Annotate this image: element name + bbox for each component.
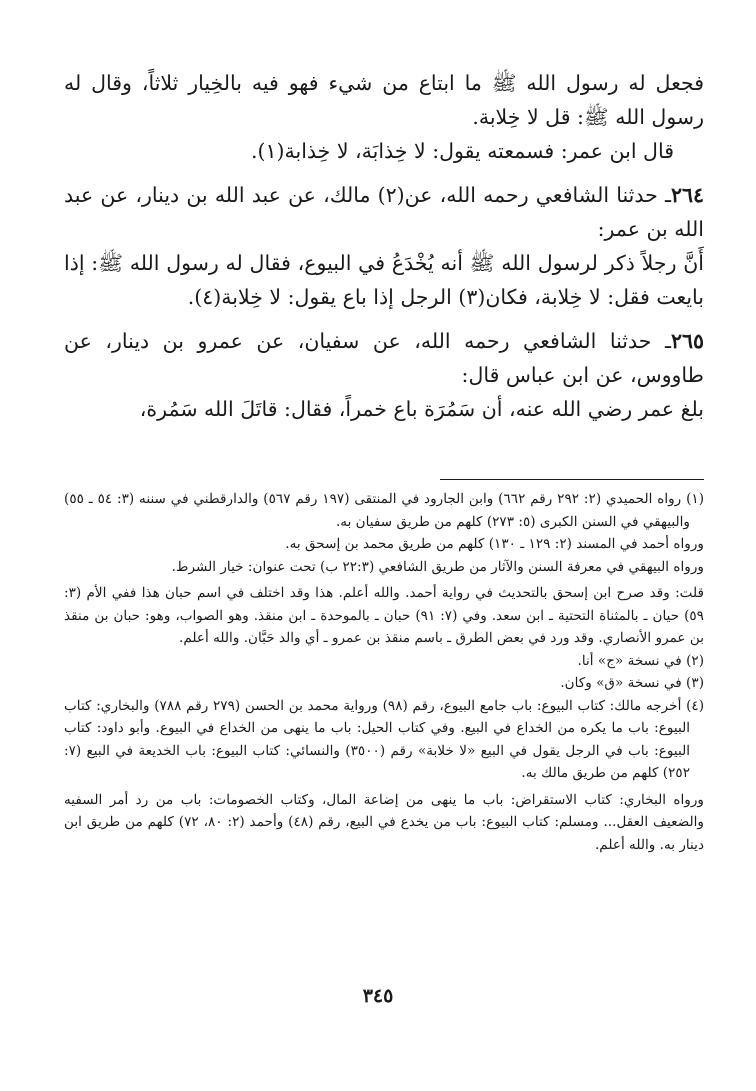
main-text bbox=[64, 66, 704, 426]
hadith-265-isnad-text: ـ حدثنا الشافعي رحمه الله، عن سفيان، عن عمرو بن دينار، عن طاووس، عن ابن عباس قال: bbox=[64, 329, 704, 387]
footnote-1: (١) رواه الحميدي (٢: ٢٩٢ رقم ٦٦٢) وابن الجارود في المنتقى (١٩٧ رقم ٥٦٧) والدارقطني في سننه (٣: ٥٤ ـ ٥٥) والبيهقي في السنن الكبرى (٥: ٢٧٣) كلهم من طريق سفيان به. bbox=[64, 491, 704, 530]
footnote-1-cont-1: ورواه أحمد في المسند (٢: ١٢٩ ـ ١٣٠) كلهم من طريق محمد بن إسحق به. bbox=[285, 536, 704, 552]
hadith-265-text: بلغ عمر رضي الله عنه، أن سَمُرَة باع خمراً، فقال: قاتَلَ الله سَمُرة، bbox=[139, 397, 704, 421]
footnote-3: (٣) في نسخة «ق» وكان. bbox=[560, 675, 704, 691]
footnote-4: (٤) أخرجه مالك: كتاب البيوع: باب جامع البيوع، رقم (٩٨) ورواية محمد بن الحسن (٢٧٩ رقم ٧٨٨) والبخاري: كتاب البيوع: باب ما يكره من الخداع في البيع. وفي كتاب الحيل: باب ما ينهى من الخداع في البيوع. وأبو داود: كتاب البيوع: باب في الرجل يقول في البيع «لا خلابة» رقم (٣٥٠٠) والنسائي: كتاب البيوع: باب الخديعة في البيع (٧: ٢٥٢) كلهم من طريق مالك به. bbox=[64, 697, 704, 781]
hadith-265-number: ٢٦٥ bbox=[670, 329, 704, 353]
hadith-265-isnad bbox=[64, 324, 704, 392]
footnote-2: (٢) في نسخة «ج» أنا. bbox=[577, 652, 704, 669]
footnote-1-cont-2: ورواه البيهقي في معرفة السنن والآثار من طريق الشافعي (٢٢:٣ ب) تحت عنوان: خيار الشرط. bbox=[171, 558, 704, 575]
main-paragraph-2: قال ابن عمر: فسمعته يقول: لا خِذابَة، لا خِذابة(١). bbox=[250, 139, 674, 163]
footnote-divider bbox=[440, 479, 704, 480]
hadith-264-isnad-text: ـ حدثنا الشافعي رحمه الله، عن(٢) مالك، عن عبد الله بن دينار، عن عبد الله بن عمر: bbox=[64, 183, 704, 241]
footnotes bbox=[64, 488, 704, 856]
page-number: ٣٤٥ bbox=[362, 985, 394, 1007]
footnote-1-cont-3: قلت: وقد صرح ابن إسحق بالتحديث في رواية أحمد. والله أعلم. هذا وقد اختلف في اسم حبان هذا ففي الأم (٣: ٥٩) حيان ـ بالمثناة التحتية ـ ابن سعد. وفي (٧: ٩١) حبان ـ بالموحدة ـ ابن منقذ. وهو الصواب، وهو: حبان بن منقذ بن عمرو الأنصاري. وقد ورد في بعض الطرق ـ باسم منقذ بن عمرو ـ أي والد حَبَّان. والله أعلم. bbox=[64, 585, 704, 646]
hadith-264-isnad bbox=[64, 178, 704, 246]
hadith-264-number: ٢٦٤ bbox=[670, 183, 705, 207]
main-paragraph-1: فجعل له رسول الله ﷺ ما ابتاع من شيء فهو فيه بالخِيار ثلاثاً، وقال له رسول الله ﷺ: قل لا خِلابة. bbox=[64, 71, 704, 129]
hadith-264-text: أَنَّ رجلاً ذكر لرسول الله ﷺ أنه يُخْدَعُ في البيوع، فقال له رسول الله ﷺ: إذا بايعت فقل: لا خِلابة، فكان(٣) الرجل إذا باع يقول: لا خِلابة(٤). bbox=[64, 251, 704, 309]
footnote-4-cont: ورواه البخاري: كتاب الاستقراض: باب ما ينهى من إضاعة المال، وكتاب الخصومات: باب من رد أمر السفيه والضعيف العقل... ومسلم: كتاب البيوع: باب من يخدع في البيع، رقم (٤٨) وأحمد (٢: ٨٠، ٧٢) كلهم من طريق ابن دينار به. والله أعلم. bbox=[64, 791, 704, 853]
